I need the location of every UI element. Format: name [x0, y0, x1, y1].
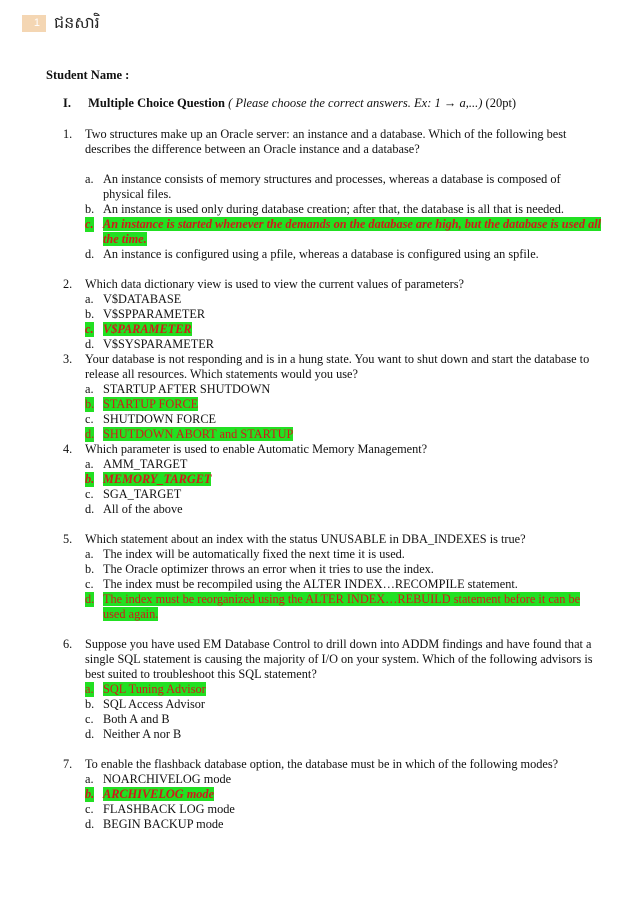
section-instruction: ( Please choose the correct answers. Ex: 1 → a,...) — [228, 96, 483, 110]
question-text: Which parameter is used to enable Automatic Memory Management? — [85, 442, 428, 456]
option-b: b. The Oracle optimizer throws an error when it tries to use the index. — [85, 562, 434, 576]
question-7 — [63, 757, 603, 832]
option-d: d. BEGIN BACKUP mode — [85, 817, 224, 831]
section-points: (20pt) — [485, 96, 517, 110]
option-a: a. V$DATABASE — [85, 292, 182, 306]
option-b: b. SQL Access Advisor — [85, 697, 206, 711]
option-b-answer: b. STARTUP FORCE — [85, 397, 199, 411]
question-number: 3. — [63, 352, 73, 366]
option-c-answer: c. An instance is started whenever the demands on the database are high, but the database is used all the time. — [85, 217, 602, 246]
option-c: c. FLASHBACK LOG mode — [85, 802, 235, 816]
question-2 — [63, 277, 603, 352]
page-number: 1 — [22, 15, 46, 32]
student-name-label: Student Name : — [46, 68, 130, 82]
question-number: 5. — [63, 532, 73, 546]
question-text: Your database is not responding and is in a hung state. You want to shut down and start the database to release all resources. Which statements would you use? — [85, 352, 590, 381]
section-heading — [63, 96, 516, 111]
option-c: c. SGA_TARGET — [85, 487, 182, 501]
section-number: I. — [63, 96, 71, 110]
question-text: Which statement about an index with the status UNUSABLE in DBA_INDEXES is true? — [85, 532, 526, 546]
option-c: c. Both A and B — [85, 712, 170, 726]
option-a: a. An instance consists of memory structures and processes, whereas a database is composed of physical files. — [85, 172, 561, 201]
option-a-answer: a. SQL Tuning Advisor — [85, 682, 206, 696]
option-d: d. V$SYSPARAMETER — [85, 337, 214, 351]
question-number: 2. — [63, 277, 73, 291]
option-d: d. An instance is configured using a pfile, whereas a database is configured using an spfile. — [85, 247, 539, 261]
question-6 — [63, 637, 603, 742]
question-number: 4. — [63, 442, 73, 456]
option-d: d. Neither A nor B — [85, 727, 182, 741]
option-b-answer: b. ARCHIVELOG mode — [85, 787, 215, 801]
option-b: b. An instance is used only during database creation; after that, the database is all that is needed. — [85, 202, 564, 216]
question-text: Which data dictionary view is used to view the current values of parameters? — [85, 277, 465, 291]
option-a: a. The index will be automatically fixed the next time it is used. — [85, 547, 405, 561]
option-a: a. NOARCHIVELOG mode — [85, 772, 232, 786]
option-a: a. AMM_TARGET — [85, 457, 188, 471]
question-text: Two structures make up an Oracle server: an instance and a database. Which of the following best describes the difference between an Oracle instance and a database? — [85, 127, 567, 156]
option-c: c. SHUTDOWN FORCE — [85, 412, 217, 426]
option-d: d. All of the above — [85, 502, 183, 516]
question-1 — [63, 127, 603, 262]
option-d-answer: d. SHUTDOWN ABORT and STARTUP — [85, 427, 294, 441]
section-title: Multiple Choice Question — [88, 96, 225, 110]
question-list — [63, 127, 603, 832]
option-b-answer: b. MEMORY_TARGET — [85, 472, 212, 486]
question-5 — [63, 532, 603, 622]
option-c: c. The index must be recompiled using the ALTER INDEX…RECOMPILE statement. — [85, 577, 518, 591]
page-header — [0, 12, 638, 34]
question-3 — [63, 352, 603, 442]
option-d-answer: d. The index must be reorganized using the ALTER INDEX…REBUILD statement before it can be used again. — [85, 592, 581, 621]
question-number: 7. — [63, 757, 73, 771]
option-c-answer: c. V$PARAMETER — [85, 322, 192, 336]
option-a: a. STARTUP AFTER SHUTDOWN — [85, 382, 271, 396]
question-4 — [63, 442, 603, 517]
question-number: 1. — [63, 127, 73, 141]
question-text: To enable the flashback database option, the database must be in which of the following modes? — [85, 757, 559, 771]
question-number: 6. — [63, 637, 73, 651]
header-title: ជនសារិ — [54, 13, 100, 32]
option-b: b. V$SPPARAMETER — [85, 307, 206, 321]
question-text: Suppose you have used EM Database Control to drill down into ADDM findings and have found that a single SQL statement is causing the majority of I/O on your system. Which of the following advisors is best suited to troubleshoot this SQL statement? — [85, 637, 593, 681]
